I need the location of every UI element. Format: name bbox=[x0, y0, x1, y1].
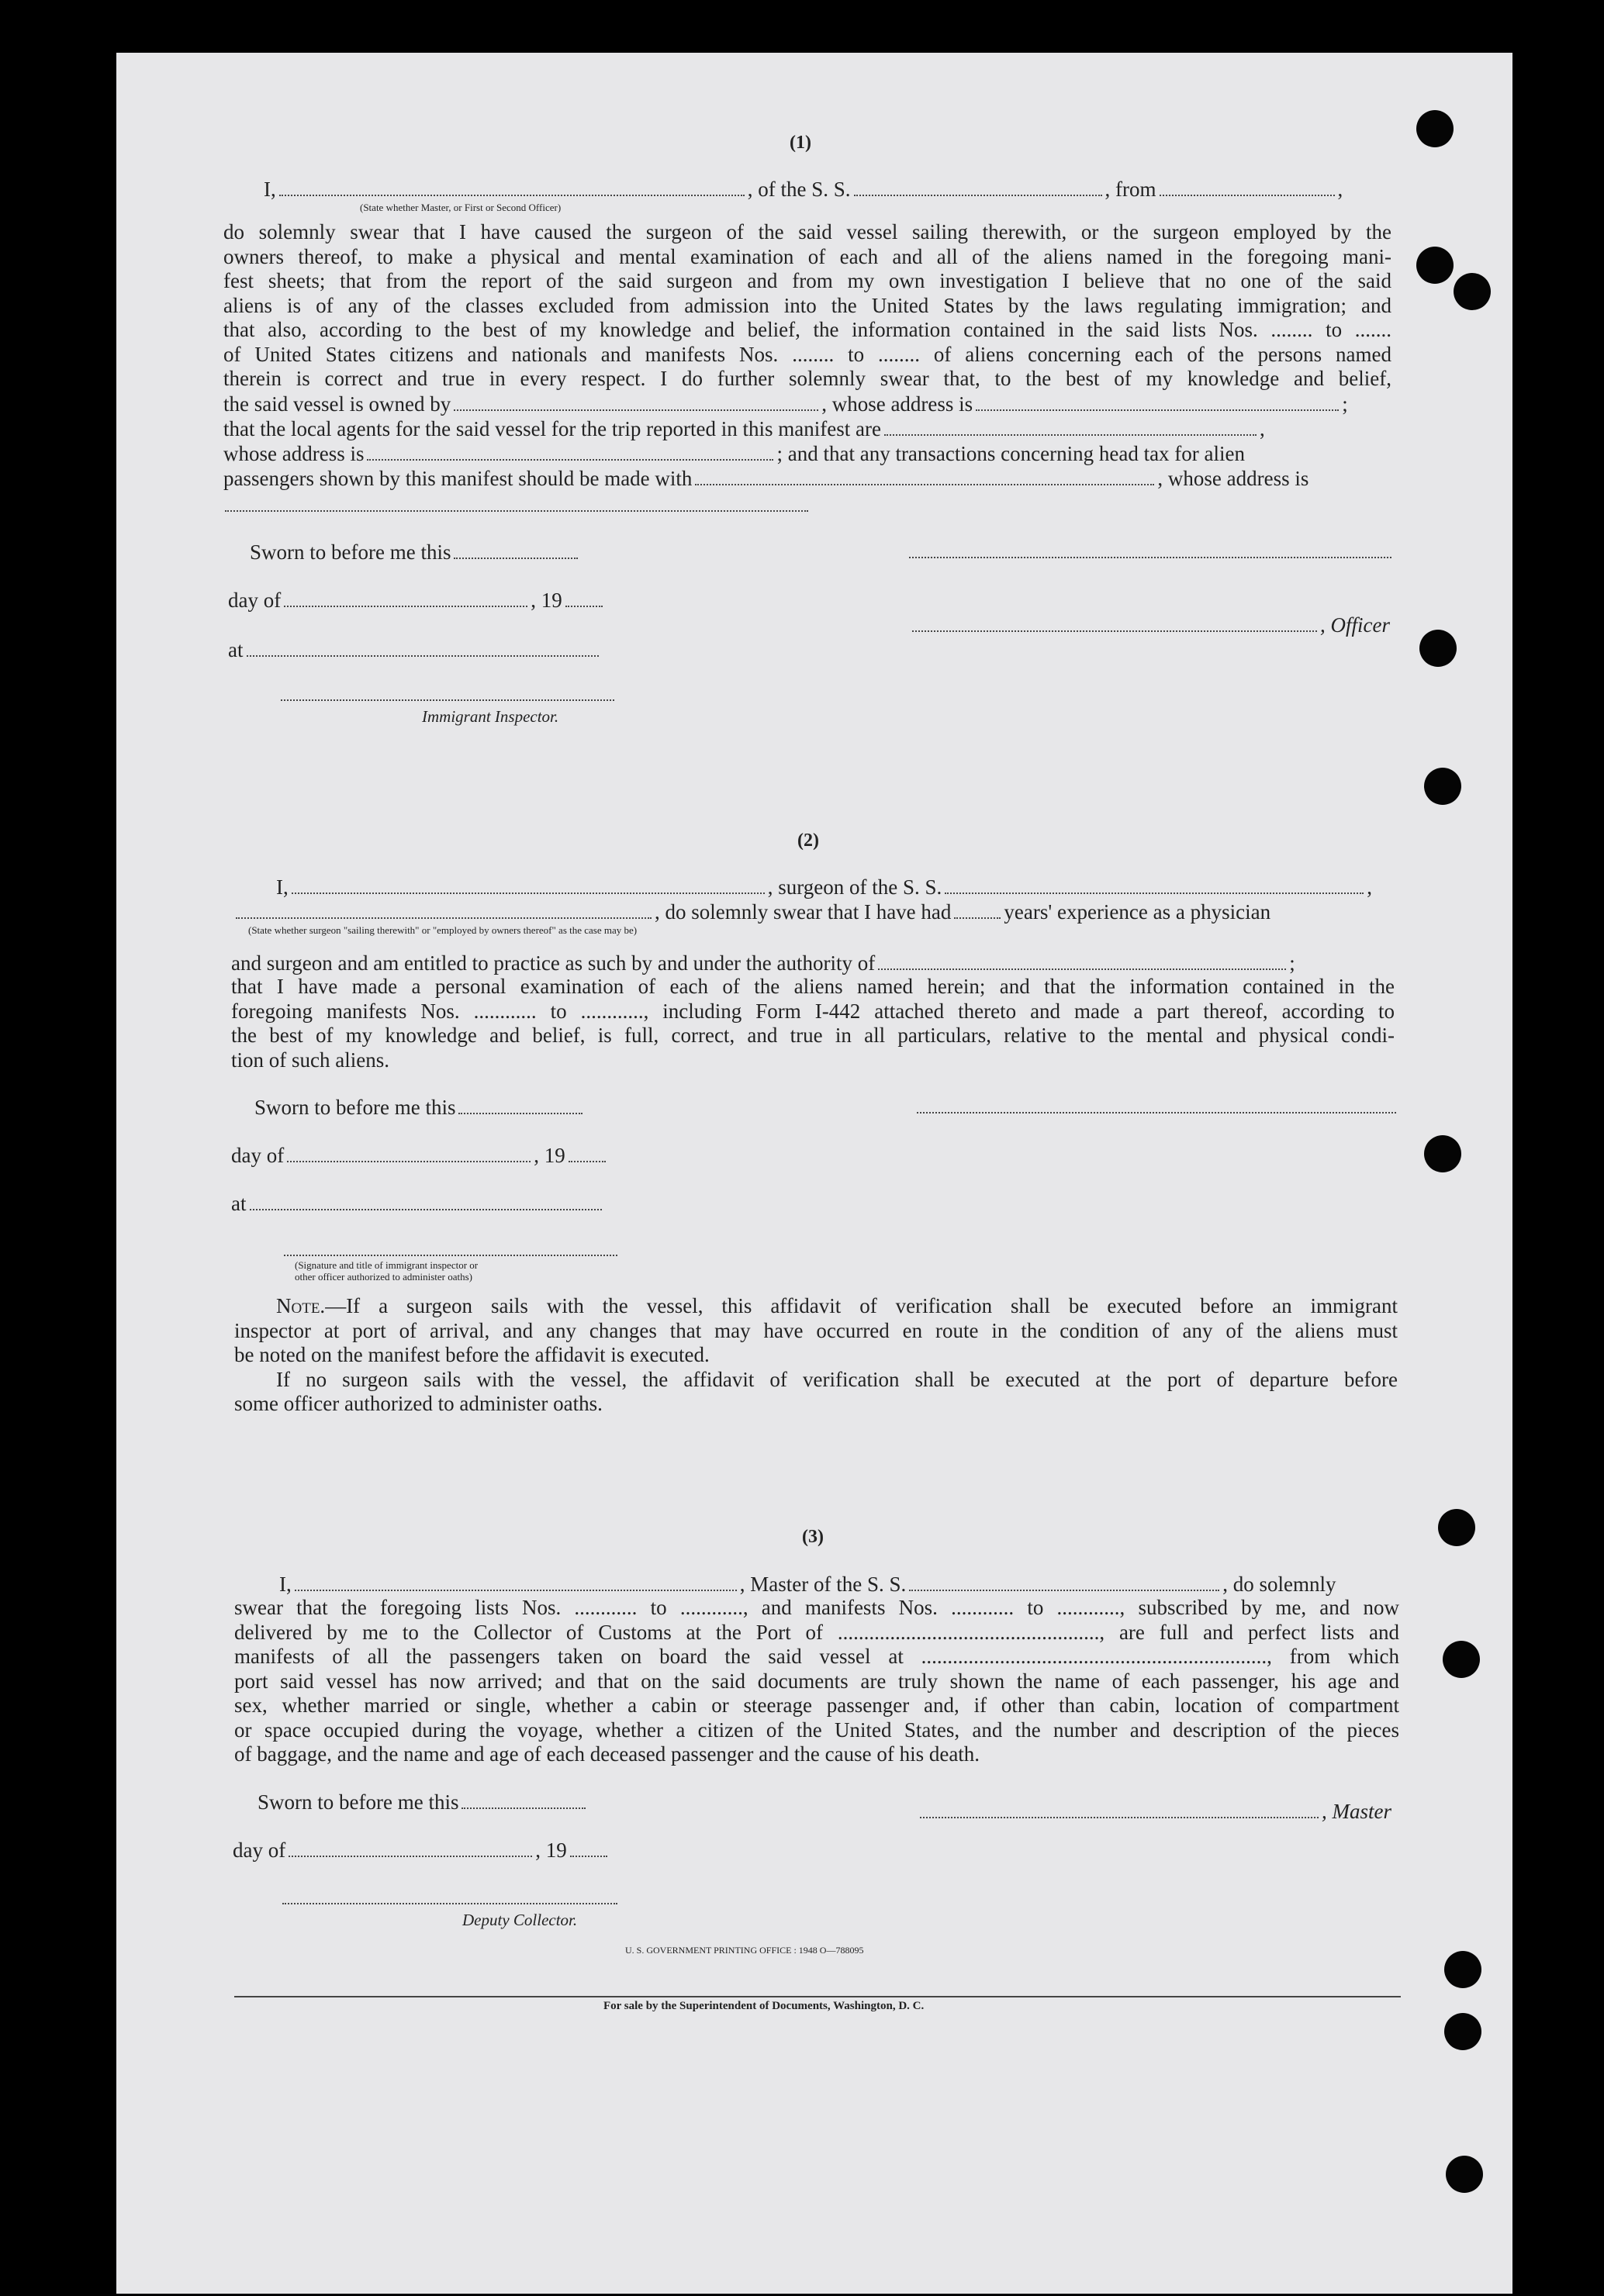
section-2-paragraph bbox=[231, 975, 1395, 1072]
section-2-line1 bbox=[276, 875, 1372, 899]
punch-hole bbox=[1443, 1641, 1480, 1678]
para-line: port said vessel has now arrived; and that on the said documents are truly shown the name of each passenger, his age and bbox=[234, 1669, 1399, 1693]
punch-hole bbox=[1454, 273, 1491, 310]
day-of-line bbox=[228, 588, 606, 613]
label-19: , 19 bbox=[535, 1839, 567, 1862]
surgeon-signature-field[interactable] bbox=[917, 1112, 1396, 1113]
officer-signature-field[interactable] bbox=[909, 557, 1391, 558]
punch-hole bbox=[1444, 1951, 1481, 1988]
para-line: of baggage, and the name and age of each deceased passenger and the cause of his death. bbox=[234, 1742, 980, 1766]
para-line: manifests of all the passengers taken on board the said vessel at .................................................................., from which bbox=[234, 1645, 1399, 1668]
punch-hole bbox=[1424, 1135, 1461, 1172]
officer-caption: (State whether Master, or First or Second Officer) bbox=[360, 202, 562, 213]
gpo-imprint: U. S. GOVERNMENT PRINTING OFFICE : 1948 O—788095 bbox=[625, 1945, 864, 1956]
label-at: at bbox=[228, 638, 244, 661]
inspector-signature-field[interactable] bbox=[284, 1255, 617, 1256]
label-sworn: Sworn to before me this bbox=[254, 1096, 456, 1119]
label-from: , from bbox=[1104, 178, 1156, 201]
label-master: , Master bbox=[1322, 1800, 1391, 1823]
surgeon-caption: (State whether surgeon "sailing therewith" or "employed by owners thereof" as the case may be) bbox=[248, 924, 638, 936]
passengers-line bbox=[223, 466, 1308, 491]
officer-line bbox=[909, 613, 1390, 637]
para-line: sex, whether married or single, whether a cabin or steerage passenger and, if other than cabin, location of compartment bbox=[234, 1694, 1399, 1717]
label-i: I, bbox=[279, 1573, 292, 1596]
punch-hole bbox=[1444, 2013, 1481, 2050]
para-line: of United States citizens and nationals and manifests Nos. ........ to ........ of aliens concerning each of the persons named bbox=[223, 342, 1391, 366]
address-field[interactable] bbox=[225, 510, 808, 512]
label-day-of: day of bbox=[231, 1144, 285, 1167]
label-solemnly: , do solemnly bbox=[1222, 1573, 1336, 1596]
label-master-of: , Master of the S. S. bbox=[739, 1573, 907, 1596]
para-line: swear that the foregoing lists Nos. ............ to ............, and manifests Nos. ............ to ............, subscribed by me, and now bbox=[234, 1596, 1399, 1619]
master-line bbox=[917, 1799, 1391, 1824]
label-surgeon-of: , surgeon of the S. S. bbox=[767, 875, 942, 899]
section-1-line1 bbox=[264, 177, 1390, 202]
day-of-line bbox=[233, 1838, 610, 1863]
label-years: years' experience as a physician bbox=[1004, 900, 1271, 924]
para-line: that also, according to the best of my knowledge and belief, the information contained in the said lists Nos. ........ to ....... bbox=[223, 318, 1391, 341]
label-i: I, bbox=[264, 178, 276, 201]
label-whose-address: whose address is bbox=[223, 442, 365, 465]
label-19: , 19 bbox=[534, 1144, 565, 1167]
para-line: or space occupied during the voyage, whether a citizen of the United States, and the number and description of the pieces bbox=[234, 1718, 1399, 1742]
signature-caption: other officer authorized to administer oaths) bbox=[295, 1271, 472, 1283]
section-2-number: (2) bbox=[797, 830, 819, 851]
label-transactions: ; and that any transactions concerning head tax for alien bbox=[776, 442, 1246, 465]
label-at: at bbox=[231, 1192, 247, 1215]
at-line bbox=[231, 1191, 605, 1216]
section-3-number: (3) bbox=[802, 1527, 824, 1547]
para-line: therein is correct and true in every respect. I do further solemnly swear that, to the best of my knowledge and belief, bbox=[223, 367, 1391, 390]
inspector-signature-field[interactable] bbox=[281, 699, 614, 701]
punct: ; bbox=[1342, 392, 1348, 416]
para-line: be noted on the manifest before the affidavit is executed. bbox=[234, 1343, 710, 1366]
punch-hole bbox=[1424, 768, 1461, 805]
day-of-line bbox=[231, 1143, 609, 1168]
note-paragraph bbox=[234, 1294, 1398, 1417]
label-officer: , Officer bbox=[1320, 613, 1390, 637]
label-of-ss: , of the S. S. bbox=[747, 178, 851, 201]
local-agents-line bbox=[223, 416, 1265, 441]
punct: , bbox=[1259, 417, 1265, 440]
section-3-line1 bbox=[279, 1572, 1401, 1597]
para-line: tion of such aliens. bbox=[231, 1048, 389, 1072]
label-day-of: day of bbox=[233, 1839, 286, 1862]
para-line: If no surgeon sails with the vessel, the affidavit of verification shall be executed at the port of departure before bbox=[276, 1367, 1398, 1391]
label-whose-address: , whose address is bbox=[821, 392, 973, 416]
at-line bbox=[228, 637, 602, 662]
signature-caption: (Signature and title of immigrant inspector or bbox=[295, 1259, 479, 1271]
label-day-of: day of bbox=[228, 589, 282, 612]
label-authority: and surgeon and am entitled to practice as such by and under the authority of bbox=[231, 951, 876, 975]
label-local-agents: that the local agents for the said vessel for the trip reported in this manifest are bbox=[223, 417, 881, 440]
whose-address-line bbox=[223, 441, 1245, 466]
para-line: foregoing manifests Nos. ............ to ............, including Form I-442 attached thereto and made a part thereof, according to bbox=[231, 999, 1395, 1023]
authority-line bbox=[231, 951, 1295, 975]
punch-hole bbox=[1438, 1509, 1475, 1546]
section-3-paragraph bbox=[234, 1596, 1399, 1767]
para-line: do solemnly swear that I have caused the surgeon of the said vessel sailing therewith, or the surgeon employed by the bbox=[223, 220, 1391, 243]
label-sworn: Sworn to before me this bbox=[258, 1790, 459, 1814]
label-swear: , do solemnly swear that I have had bbox=[655, 900, 952, 924]
label-owned-by: the said vessel is owned by bbox=[223, 392, 451, 416]
para-line: aliens is of any of the classes excluded from admission into the United States by the laws regulating immigration; and bbox=[223, 293, 1391, 317]
footer-rule bbox=[234, 1996, 1401, 1997]
para-line: that I have made a personal examination of each of the aliens named herein; and that the information contained in the bbox=[231, 975, 1395, 998]
owned-by-line bbox=[223, 392, 1348, 416]
para-line: owners thereof, to make a physical and mental examination of each and all of the aliens named in the foregoing mani- bbox=[223, 244, 1391, 268]
section-1-paragraph bbox=[223, 220, 1391, 392]
label-passengers: passengers shown by this manifest should be made with bbox=[223, 467, 693, 490]
punct: ; bbox=[1289, 951, 1295, 975]
label-sworn: Sworn to before me this bbox=[250, 540, 451, 564]
para-line: fest sheets; that from the report of the said surgeon and from my own investigation I believe that no one of the said bbox=[223, 269, 1391, 292]
punch-hole bbox=[1419, 630, 1457, 667]
punct: , bbox=[1337, 178, 1343, 201]
label-whose-address: , whose address is bbox=[1157, 467, 1309, 490]
punct: , bbox=[1367, 875, 1373, 899]
para-line: the best of my knowledge and belief, is full, correct, and true in all particulars, relative to the mental and physical condi- bbox=[231, 1024, 1395, 1047]
punch-hole bbox=[1446, 2156, 1483, 2193]
para-line: inspector at port of arrival, and any changes that may have occurred en route in the condition of any of the aliens must bbox=[234, 1318, 1398, 1342]
inspector-label: Immigrant Inspector. bbox=[422, 707, 559, 726]
deputy-signature-field[interactable] bbox=[282, 1903, 617, 1904]
label-19: , 19 bbox=[531, 589, 562, 612]
para-line: delivered by me to the Collector of Customs at the Port of .................................................., are full and perfect lists and bbox=[234, 1620, 1399, 1644]
punch-hole bbox=[1416, 247, 1454, 284]
sworn-label bbox=[258, 1790, 589, 1814]
sworn-label bbox=[250, 540, 581, 565]
para-line: —If a surgeon sails with the vessel, this affidavit of verification shall be executed before an immigrant bbox=[325, 1294, 1398, 1317]
sale-notice: For sale by the Superintendent of Documents, Washington, D. C. bbox=[603, 2000, 925, 2012]
para-line: some officer authorized to administer oaths. bbox=[234, 1392, 603, 1415]
punch-hole bbox=[1416, 110, 1454, 147]
section-2-line2 bbox=[233, 899, 1270, 924]
sworn-label bbox=[254, 1095, 586, 1120]
deputy-label: Deputy Collector. bbox=[462, 1911, 578, 1929]
section-1-number: (1) bbox=[790, 133, 811, 153]
label-i: I, bbox=[276, 875, 289, 899]
note-label: Note. bbox=[276, 1294, 326, 1317]
